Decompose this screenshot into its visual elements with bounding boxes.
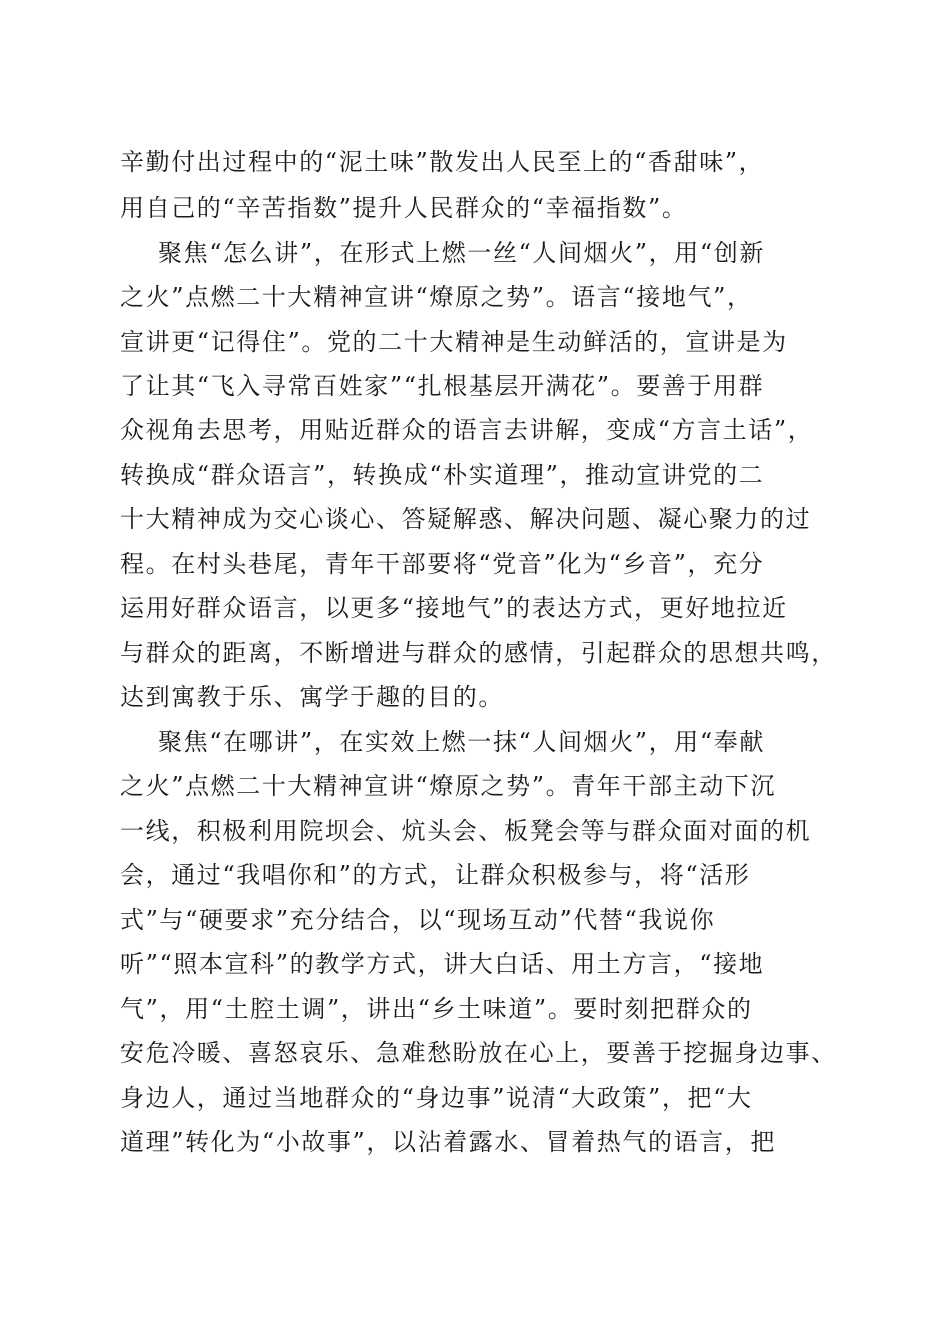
text-line: 运用好群众语言，以更多“接地气”的表达方式，更好地拉近 [120, 594, 788, 622]
text-line: 之火”点燃二十大精神宣讲“燎原之势”。语言“接地气”， [120, 283, 753, 311]
paragraph-start-line: 聚焦“怎么讲”，在形式上燃一丝“人间烟火”，用“创新 [158, 239, 765, 267]
text-line: 之火”点燃二十大精神宣讲“燎原之势”。青年干部主动下沉 [120, 772, 777, 800]
text-line: 会，通过“我唱你和”的方式，让群众积极参与，将“活形 [120, 861, 751, 889]
text-line: 式”与“硬要求”充分结合，以“现场互动”代替“我说你 [120, 906, 716, 934]
text-line: 十大精神成为交心谈心、答疑解惑、解决问题、凝心聚力的过 [120, 505, 812, 533]
text-line: 达到寓教于乐、寓学于趣的目的。 [120, 683, 504, 711]
text-line: 了让其“飞入寻常百姓家”“扎根基层开满花”。要善于用群 [120, 372, 765, 400]
text-line: 程。在村头巷尾，青年干部要将“党音”化为“乡音”，充分 [120, 550, 765, 578]
text-line: 转换成“群众语言”，转换成“朴实道理”，推动宣讲党的二 [120, 461, 765, 489]
text-line: 宣讲更“记得住”。党的二十大精神是生动鲜活的，宣讲是为 [120, 328, 788, 356]
text-line: 众视角去思考，用贴近群众的语言去讲解，变成“方言土话”， [120, 416, 814, 444]
text-line: 与群众的距离，不断增进与群众的感情，引起群众的思想共鸣， [120, 639, 837, 667]
text-line: 用自己的“辛苦指数”提升人民群众的“幸福指数”。 [120, 194, 688, 222]
paragraph-start-line: 聚焦“在哪讲”，在实效上燃一抹“人间烟火”，用“奉献 [158, 728, 765, 756]
text-line: 道理”转化为“小故事”，以沾着露水、冒着热气的语言，把 [120, 1128, 777, 1156]
text-line: 辛勤付出过程中的“泥土味”散发出人民至上的“香甜味”， [120, 148, 765, 176]
text-line: 安危冷暖、喜怒哀乐、急难愁盼放在心上，要善于挖掘身边事、 [120, 1039, 837, 1067]
text-line: 听”“照本宣科”的教学方式，讲大白话、用土方言，“接地 [120, 950, 765, 978]
text-line: 一线，积极利用院坝会、炕头会、板凳会等与群众面对面的机 [120, 817, 812, 845]
text-line: 身边人，通过当地群众的“身边事”说清“大政策”，把“大 [120, 1084, 753, 1112]
text-line: 气”，用“土腔土调”，讲出“乡土味道”。要时刻把群众的 [120, 995, 753, 1023]
